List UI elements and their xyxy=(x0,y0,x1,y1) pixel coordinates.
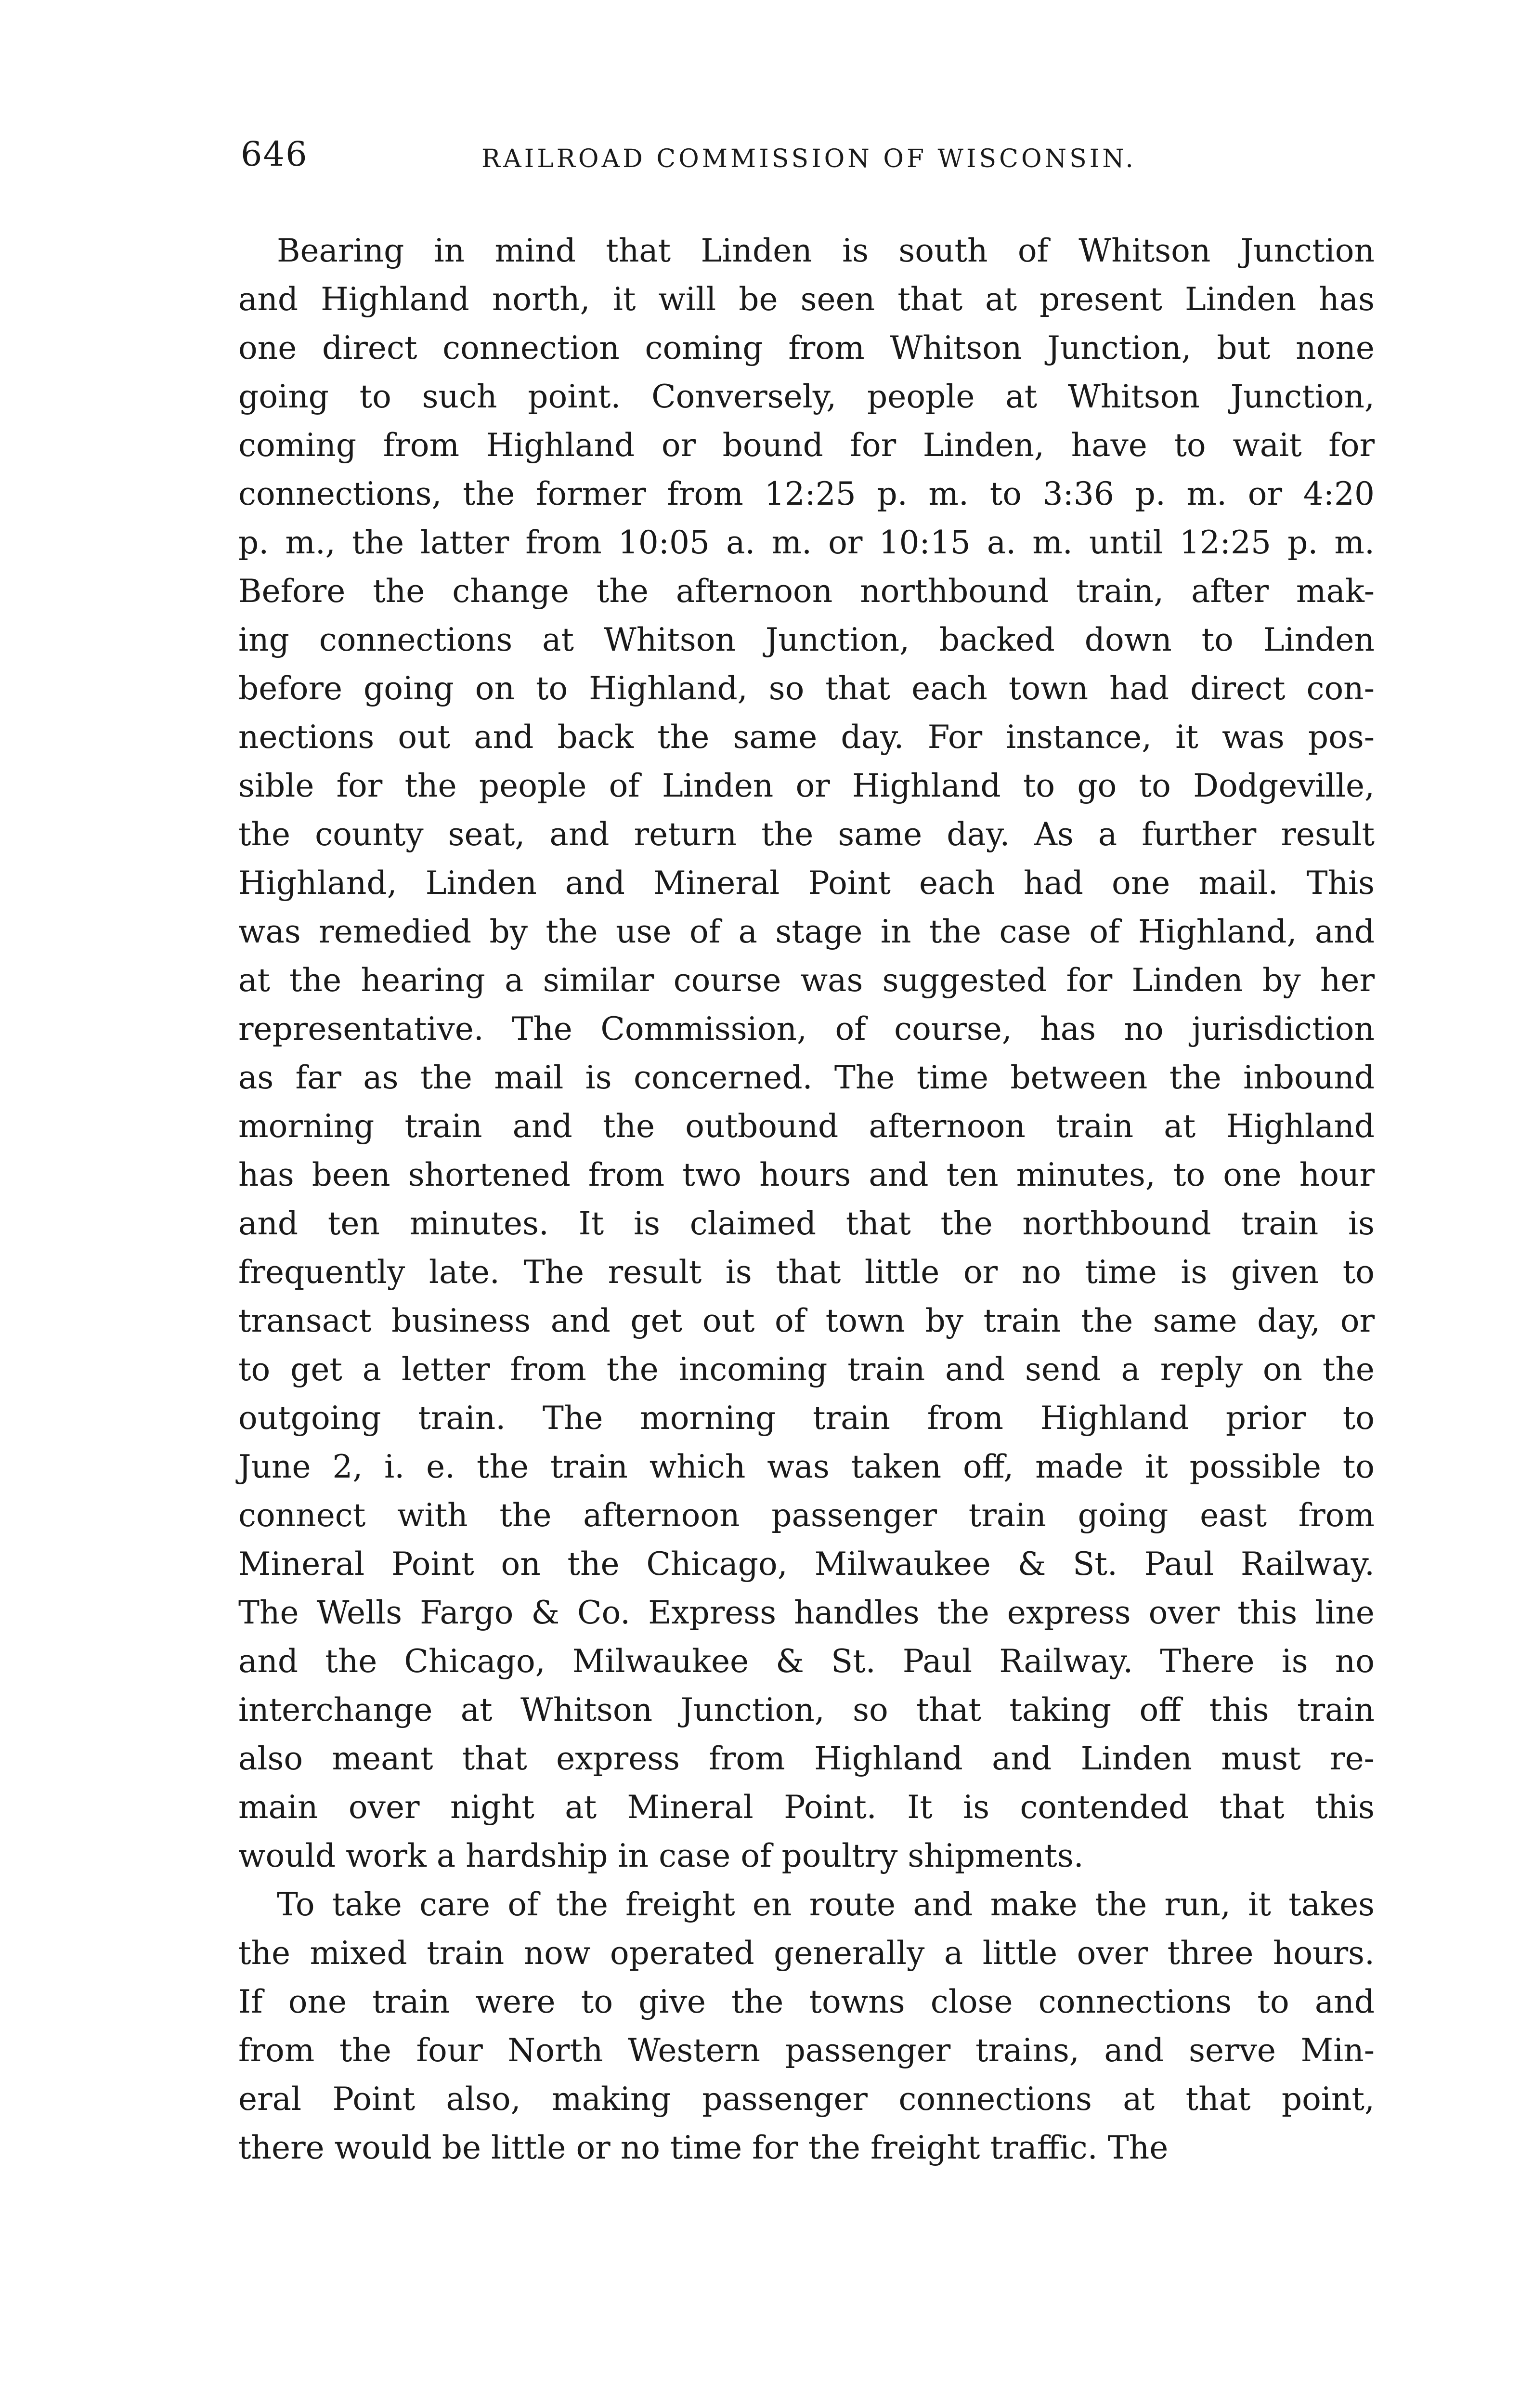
text-line: also meant that express from Highland and Linden must re- xyxy=(238,1740,1375,1777)
text-line: main over night at Mineral Point. It is contended that this xyxy=(238,1789,1375,1826)
page-header xyxy=(241,130,1377,178)
text-line: the mixed train now operated generally a little over three hours. xyxy=(238,1935,1375,1972)
text-line: to get a letter from the incoming train and send a reply on the xyxy=(238,1351,1375,1388)
page-number: 646 xyxy=(241,134,308,174)
text-line: before going on to Highland, so that each town had direct con- xyxy=(238,670,1375,707)
text-line: Bearing in mind that Linden is south of Whitson Junction xyxy=(277,232,1375,269)
text-line: connect with the afternoon passenger train going east from xyxy=(238,1497,1375,1534)
text-line: has been shortened from two hours and ten minutes, to one hour xyxy=(238,1156,1375,1193)
text-line: representative. The Commission, of course, has no jurisdiction xyxy=(238,1010,1375,1047)
text-line: from the four North Western passenger trains, and serve Min- xyxy=(238,2032,1375,2069)
text-line: and ten minutes. It is claimed that the northbound train is xyxy=(238,1205,1375,1242)
text-line: connections, the former from 12:25 p. m. to 3:36 p. m. or 4:20 xyxy=(238,475,1375,512)
text-line: Mineral Point on the Chicago, Milwaukee & St. Paul Railway. xyxy=(238,1545,1375,1583)
text-line: ing connections at Whitson Junction, backed down to Linden xyxy=(238,621,1375,658)
text-line: transact business and get out of town by train the same day, or xyxy=(238,1302,1375,1339)
text-line: interchange at Whitson Junction, so that taking off this train xyxy=(238,1691,1375,1728)
text-line: was remedied by the use of a stage in the case of Highland, and xyxy=(238,913,1375,950)
body-text xyxy=(238,226,1375,2172)
text-line: morning train and the outbound afternoon train at Highland xyxy=(238,1108,1375,1145)
running-title: RAILROAD COMMISSION OF WISCONSIN. xyxy=(481,144,1136,173)
text-line: as far as the mail is concerned. The time between the inbound xyxy=(238,1059,1375,1096)
text-line: at the hearing a similar course was suggested for Linden by her xyxy=(238,962,1375,999)
text-line: coming from Highland or bound for Linden, have to wait for xyxy=(238,427,1375,464)
text-line: frequently late. The result is that little or no time is given to xyxy=(238,1254,1375,1291)
text-line: outgoing train. The morning train from Highland prior to xyxy=(238,1400,1375,1437)
text-line: eral Point also, making passenger connections at that point, xyxy=(238,2081,1375,2118)
text-line: nections out and back the same day. For instance, it was pos- xyxy=(238,719,1375,756)
text-line: Before the change the afternoon northbound train, after mak- xyxy=(238,573,1375,610)
text-line: and the Chicago, Milwaukee & St. Paul Railway. There is no xyxy=(238,1643,1375,1680)
text-line: the county seat, and return the same day. As a further result xyxy=(238,816,1375,853)
text-line: would work a hardship in case of poultry shipments. xyxy=(238,1837,1084,1874)
text-line: going to such point. Conversely, people at Whitson Junction, xyxy=(238,378,1375,415)
text-line: To take care of the freight en route and make the run, it takes xyxy=(277,1886,1375,1923)
text-line: one direct connection coming from Whitson Junction, but none xyxy=(238,329,1375,366)
text-line: Highland, Linden and Mineral Point each had one mail. This xyxy=(238,864,1375,902)
text-line: p. m., the latter from 10:05 a. m. or 10:15 a. m. until 12:25 p. m. xyxy=(238,524,1375,561)
text-line: sible for the people of Linden or Highland to go to Dodgeville, xyxy=(238,767,1375,804)
text-line: June 2, i. e. the train which was taken off, made it possible to xyxy=(238,1448,1375,1485)
text-line: there would be little or no time for the freight traffic. The xyxy=(238,2129,1169,2166)
text-line: The Wells Fargo & Co. Express handles the express over this line xyxy=(238,1594,1375,1631)
text-line: If one train were to give the towns close connections to and xyxy=(238,1983,1375,2020)
paragraph xyxy=(238,1880,1375,2172)
paragraph xyxy=(238,226,1375,1880)
text-line: and Highland north, it will be seen that at present Linden has xyxy=(238,281,1375,318)
